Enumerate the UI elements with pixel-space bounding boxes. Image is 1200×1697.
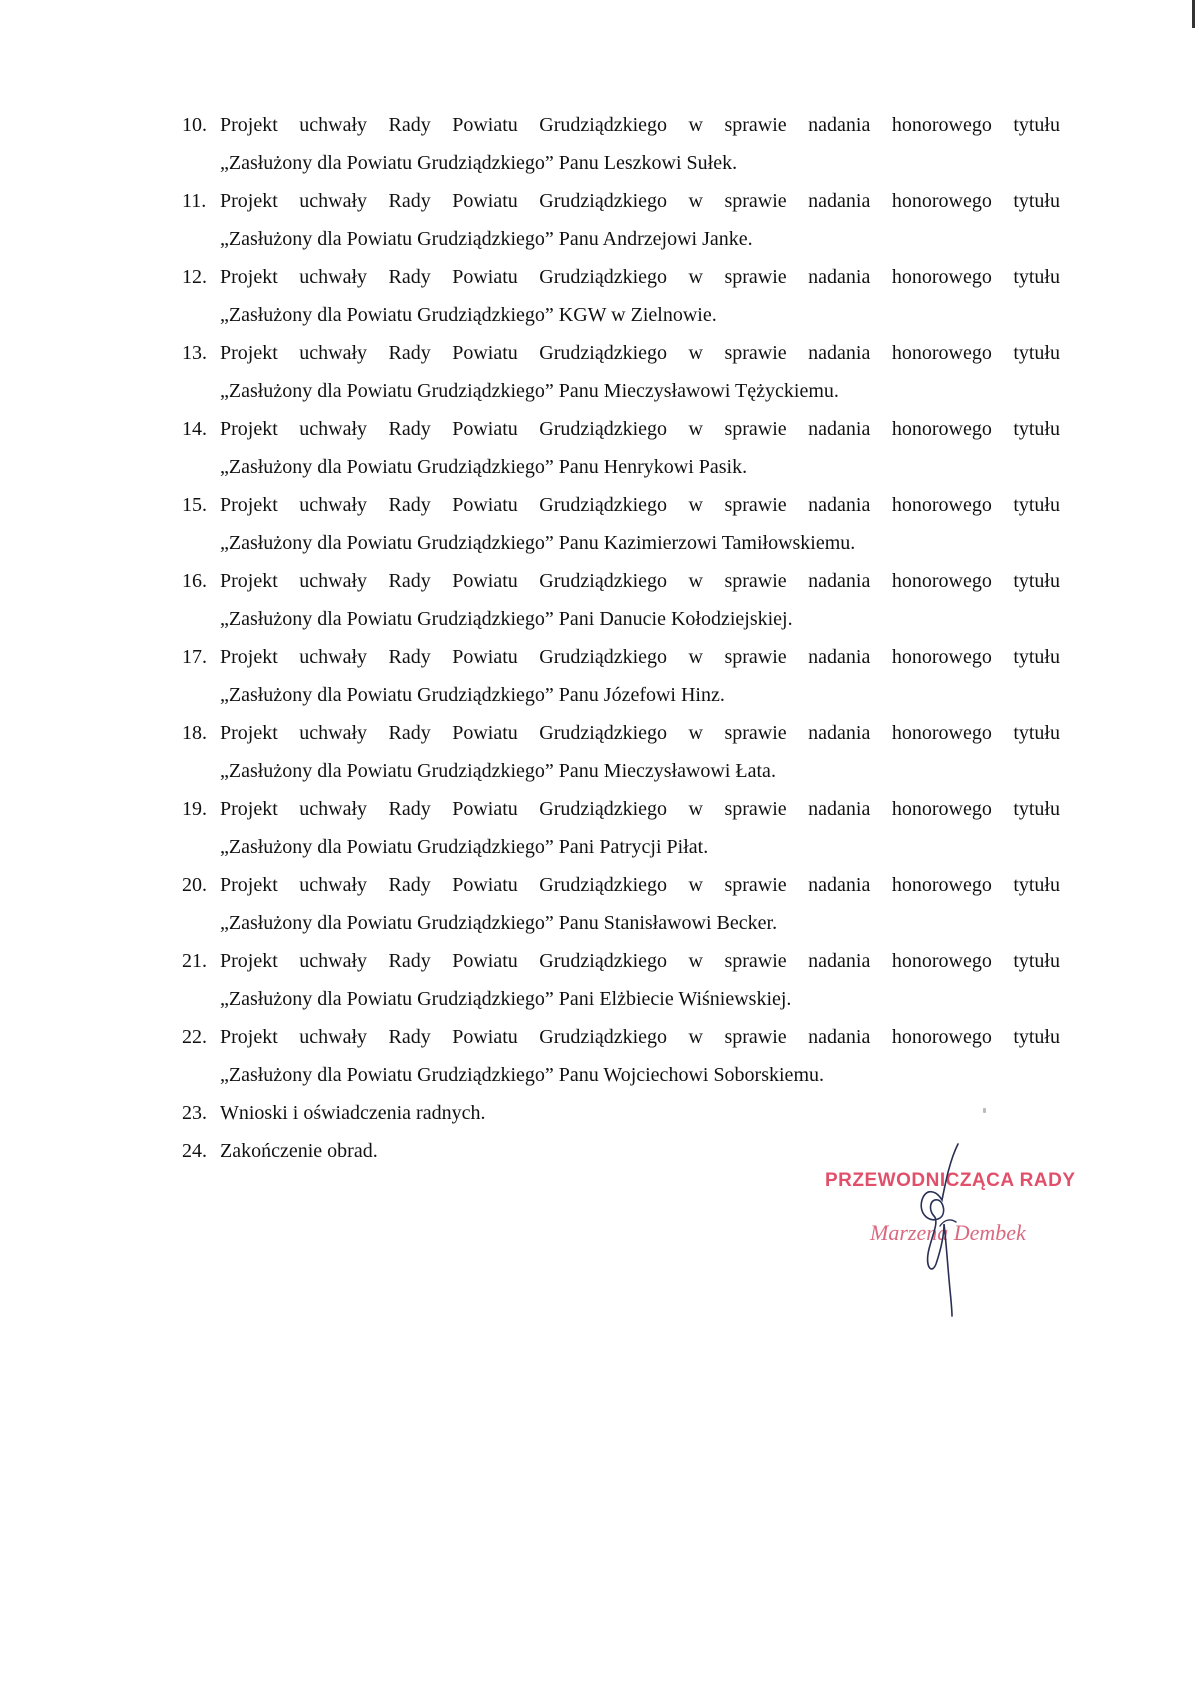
agenda-item xyxy=(182,638,1060,714)
agenda-item-number: 16. xyxy=(182,570,207,592)
stamp-name: Marzena Dembek xyxy=(870,1220,1026,1245)
stamp-title: PRZEWODNICZĄCA RADY xyxy=(825,1170,1076,1191)
agenda-item xyxy=(182,410,1060,486)
agenda-item-number: 24. xyxy=(182,1140,207,1162)
agenda-item-title-line: „Zasłużony dla Powiatu Grudziądzkiego” Pani Elżbiecie Wiśniewskiej. xyxy=(220,988,792,1010)
agenda-item-number: 23. xyxy=(182,1102,207,1124)
agenda-item-title-line: „Zasłużony dla Powiatu Grudziądzkiego” Panu Leszkowi Sułek. xyxy=(220,152,738,174)
agenda-item-number: 22. xyxy=(182,1026,207,1048)
agenda-item-number: 17. xyxy=(182,646,207,668)
agenda-item-number: 12. xyxy=(182,266,207,288)
agenda-item-text: Projekt uchwały Rady Powiatu Grudziądzkiego w sprawie nadania honorowego tytułu xyxy=(220,1026,1060,1048)
agenda-item-text: Projekt uchwały Rady Powiatu Grudziądzkiego w sprawie nadania honorowego tytułu xyxy=(220,418,1060,440)
agenda-list xyxy=(182,106,1060,1170)
agenda-item-title-line: „Zasłużony dla Powiatu Grudziądzkiego” Panu Stanisławowi Becker. xyxy=(220,912,778,934)
agenda-item-title-line: „Zasłużony dla Powiatu Grudziądzkiego” Panu Henrykowi Pasik. xyxy=(220,456,748,478)
agenda-item-number: 15. xyxy=(182,494,207,516)
agenda-item xyxy=(182,258,1060,334)
agenda-item-text: Projekt uchwały Rady Powiatu Grudziądzkiego w sprawie nadania honorowego tytułu xyxy=(220,570,1060,592)
agenda-item-text: Wnioski i oświadczenia radnych. xyxy=(220,1102,486,1124)
handwritten-signature-icon xyxy=(900,1140,980,1320)
agenda-item-title-line: „Zasłużony dla Powiatu Grudziądzkiego” Panu Mieczysławowi Łata. xyxy=(220,760,776,782)
agenda-item-title-line: „Zasłużony dla Powiatu Grudziądzkiego” Panu Andrzejowi Janke. xyxy=(220,228,753,250)
agenda-item xyxy=(182,334,1060,410)
agenda-item-text: Projekt uchwały Rady Powiatu Grudziądzkiego w sprawie nadania honorowego tytułu xyxy=(220,722,1060,744)
agenda-item-title-line: „Zasłużony dla Powiatu Grudziądzkiego” KGW w Zielnowie. xyxy=(220,304,717,326)
agenda-item xyxy=(182,106,1060,182)
agenda-item-title-line: „Zasłużony dla Powiatu Grudziądzkiego” Panu Wojciechowi Soborskiemu. xyxy=(220,1064,824,1086)
agenda-item-title-line: „Zasłużony dla Powiatu Grudziądzkiego” Panu Mieczysławowi Tężyckiemu. xyxy=(220,380,839,402)
agenda-item-text: Projekt uchwały Rady Powiatu Grudziądzkiego w sprawie nadania honorowego tytułu xyxy=(220,266,1060,288)
agenda-item xyxy=(182,1094,1060,1132)
agenda-item-text: Projekt uchwały Rady Powiatu Grudziądzkiego w sprawie nadania honorowego tytułu xyxy=(220,646,1060,668)
agenda-item-text: Projekt uchwały Rady Powiatu Grudziądzkiego w sprawie nadania honorowego tytułu xyxy=(220,114,1060,136)
agenda-item-number: 10. xyxy=(182,114,207,136)
agenda-item xyxy=(182,790,1060,866)
agenda-item-title-line: „Zasłużony dla Powiatu Grudziądzkiego” Pani Danucie Kołodziejskiej. xyxy=(220,608,793,630)
agenda-item xyxy=(182,486,1060,562)
scan-edge-mark xyxy=(1192,0,1195,28)
agenda-item-number: 11. xyxy=(182,190,207,212)
agenda-item xyxy=(182,714,1060,790)
agenda-item-text: Projekt uchwały Rady Powiatu Grudziądzkiego w sprawie nadania honorowego tytułu xyxy=(220,342,1060,364)
agenda-item-number: 19. xyxy=(182,798,207,820)
agenda-item-text: Projekt uchwały Rady Powiatu Grudziądzkiego w sprawie nadania honorowego tytułu xyxy=(220,950,1060,972)
agenda-item xyxy=(182,866,1060,942)
agenda-item-text: Projekt uchwały Rady Powiatu Grudziądzkiego w sprawie nadania honorowego tytułu xyxy=(220,798,1060,820)
agenda-item xyxy=(182,1018,1060,1094)
agenda-item-title-line: „Zasłużony dla Powiatu Grudziądzkiego” Panu Józefowi Hinz. xyxy=(220,684,725,706)
agenda-item-text: Projekt uchwały Rady Powiatu Grudziądzkiego w sprawie nadania honorowego tytułu xyxy=(220,494,1060,516)
agenda-item xyxy=(182,562,1060,638)
agenda-item xyxy=(182,182,1060,258)
agenda-item-number: 21. xyxy=(182,950,207,972)
agenda-item xyxy=(182,942,1060,1018)
agenda-item-title-line: „Zasłużony dla Powiatu Grudziądzkiego” Pani Patrycji Piłat. xyxy=(220,836,709,858)
agenda-item-text: Zakończenie obrad. xyxy=(220,1140,378,1162)
agenda-item-text: Projekt uchwały Rady Powiatu Grudziądzkiego w sprawie nadania honorowego tytułu xyxy=(220,190,1060,212)
agenda-item-number: 18. xyxy=(182,722,207,744)
agenda-item-number: 20. xyxy=(182,874,207,896)
agenda-item-number: 13. xyxy=(182,342,207,364)
agenda-item-text: Projekt uchwały Rady Powiatu Grudziądzkiego w sprawie nadania honorowego tytułu xyxy=(220,874,1060,896)
agenda-item-title-line: „Zasłużony dla Powiatu Grudziądzkiego” Panu Kazimierzowi Tamiłowskiemu. xyxy=(220,532,856,554)
agenda-item-number: 14. xyxy=(182,418,207,440)
